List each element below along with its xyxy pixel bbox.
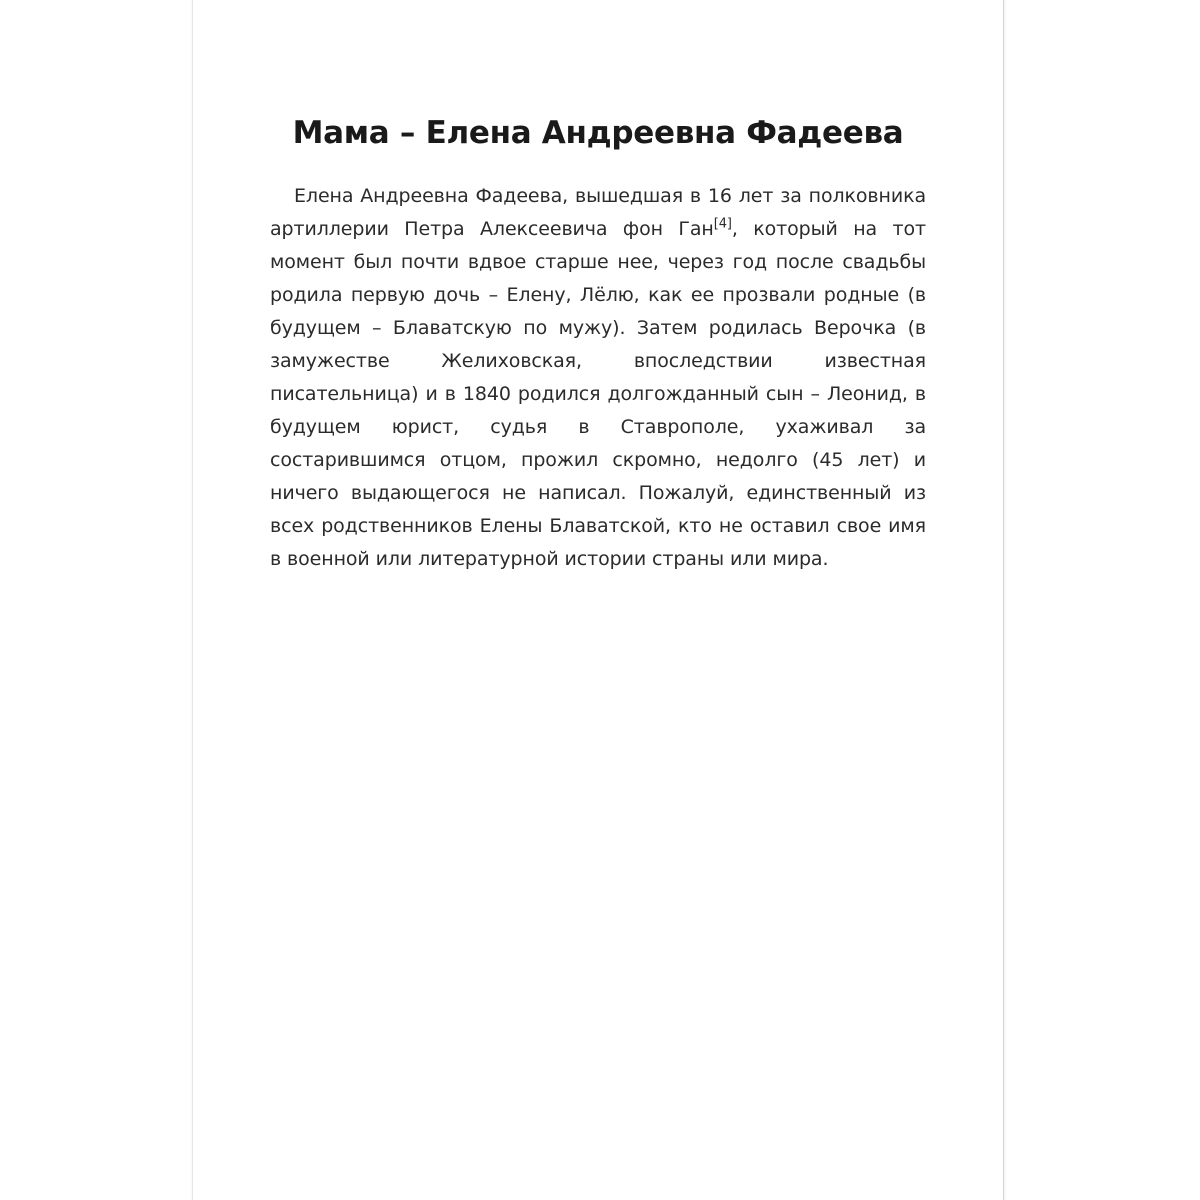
body-paragraph [270, 180, 926, 576]
paragraph-text-start: Елена Андреевна Фадеева, вышедшая в 16 лет за полковника артиллерии Петра Алексеевича фон Ган [270, 185, 926, 240]
footnote-reference[interactable]: [4] [713, 216, 732, 232]
page-content [270, 110, 926, 576]
book-page [192, 0, 1004, 1200]
paragraph-text-end: , который на тот момент был почти вдвое старше нее, через год после свадьбы родила первую дочь – Елену, Лёлю, как ее прозвали родные (в будущем – Блаватскую по мужу). Затем родилась Верочка (в замужестве Желиховская, впоследствии известная писательница) и в 1840 родился долгожданный сын – Леонид, в будущем юрист, судья в Ставрополе, ухаживал за состарившимся отцом, прожил скромно, недолго (45 лет) и ничего выдающегося не написал. Пожалуй, единственный из всех родственников Елены Блаватской, кто не оставил свое имя в военной или литературной истории страны или мира. [270, 218, 927, 570]
chapter-title: Мама – Елена Андреевна Фадеева [292, 115, 904, 151]
